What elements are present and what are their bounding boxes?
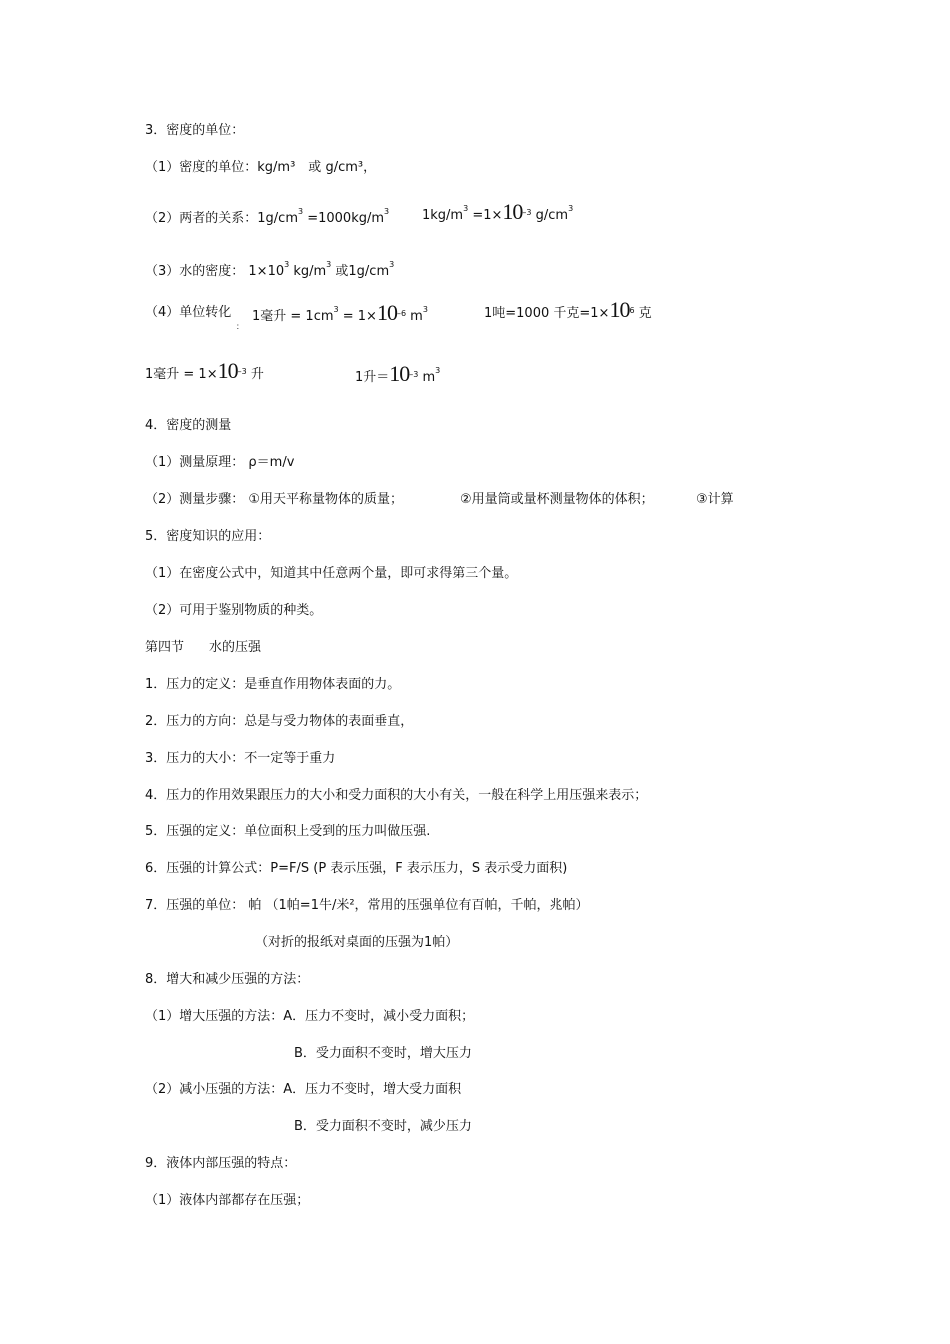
- milliliter-conversion: [252, 301, 428, 326]
- power-base: 10: [376, 300, 397, 325]
- superscript: 3: [284, 260, 290, 269]
- superscript: 3: [333, 305, 339, 314]
- measurement-step-2: ②用量筒或量杯测量物体的体积；: [460, 492, 654, 507]
- text: 1升＝: [355, 370, 390, 385]
- text: 1kg/m: [422, 208, 464, 223]
- exponent: –6: [396, 309, 407, 318]
- liquid-pressure-item-1: （1）液体内部都存在压强；: [145, 1193, 310, 1208]
- superscript: 3: [384, 207, 390, 216]
- pressure-intensity-definition: 5．压强的定义：单位面积上受到的压力叫做压强.: [145, 824, 431, 839]
- text: 升: [246, 367, 264, 382]
- exponent: –3: [522, 208, 532, 217]
- decrease-pressure-b: B．受力面积不变时，减少压力: [294, 1119, 472, 1134]
- exponent: –3: [409, 370, 419, 379]
- text: 1毫升 = 1×: [145, 367, 218, 382]
- superscript: 3: [463, 204, 469, 213]
- superscript: 3: [326, 260, 332, 269]
- measurement-principle: （1）测量原理： ρ＝m/v: [145, 455, 295, 470]
- chapter-title: 水的压强: [209, 640, 262, 655]
- exponent: –3: [237, 367, 247, 376]
- power-base: 10: [217, 358, 238, 383]
- measurement-step-1: （2）测量步骤： ①用天平称量物体的质量；: [145, 492, 404, 507]
- text: m: [418, 370, 436, 385]
- ton-conversion: [484, 297, 652, 323]
- unit-relation-conversion: [422, 200, 573, 225]
- liquid-pressure-heading: 9．液体内部压强的特点：: [145, 1156, 297, 1171]
- section-heading-density-units: 3．密度的单位：: [145, 123, 245, 138]
- section-heading-density-application: 5．密度知识的应用：: [145, 529, 271, 544]
- colon-mark: ：: [236, 322, 244, 331]
- text: 克: [634, 306, 652, 321]
- pressure-unit-example: （对折的报纸对桌面的压强为1帕）: [255, 935, 459, 950]
- water-density-line: [145, 256, 394, 281]
- pressure-magnitude: 3．压力的大小：不一定等于重力: [145, 751, 336, 766]
- text: 1毫升 = 1cm: [252, 309, 334, 324]
- power-base: 10: [609, 297, 630, 322]
- decrease-pressure-a: （2）减小压强的方法：A．压力不变时，增大受力面积: [145, 1082, 462, 1097]
- liter-cubic-meter-conversion: [355, 362, 440, 387]
- application-item-1: （1）在密度公式中，知道其中任意两个量，即可求得第三个量。: [145, 566, 518, 581]
- text: 1吨=1000 千克=1×: [484, 306, 610, 321]
- measurement-step-3: ③计算: [696, 492, 734, 507]
- pressure-direction: 2．压力的方向：总是与受力物体的表面垂直，: [145, 714, 414, 729]
- text: 或1g/cm: [331, 264, 390, 279]
- text: g/cm: [531, 208, 569, 223]
- increase-pressure-b: B．受力面积不变时，增大压力: [294, 1046, 472, 1061]
- text: = 1×: [338, 309, 377, 324]
- superscript: 3: [435, 366, 441, 375]
- text: m: [406, 309, 423, 324]
- unit-relation-line: [145, 203, 389, 228]
- chapter-label: 第四节: [145, 640, 185, 655]
- text: =1000kg/m: [303, 211, 385, 226]
- power-base: 10: [389, 361, 410, 386]
- increase-pressure-a: （1）增大压强的方法：A．压力不变时，减小受力面积；: [145, 1009, 475, 1024]
- pressure-unit: 7．压强的单位： 帕 （1帕=1牛/米²，常用的压强单位有百帕，千帕，兆帕）: [145, 898, 589, 913]
- superscript: 3: [568, 204, 574, 213]
- pressure-formula: 6．压强的计算公式：P=F/S (P 表示压强，F 表示压力，S 表示受力面积): [145, 861, 568, 876]
- text: =1×: [468, 208, 503, 223]
- application-item-2: （2）可用于鉴别物质的种类。: [145, 603, 323, 618]
- power-base: 10: [502, 199, 523, 224]
- text: （3）水的密度： 1×10: [145, 264, 285, 279]
- superscript: 3: [389, 260, 395, 269]
- milliliter-liter-conversion: [145, 358, 264, 384]
- text: kg/m: [289, 264, 327, 279]
- section-heading-density-measurement: 4．密度的测量: [145, 418, 232, 433]
- superscript: 3: [422, 305, 428, 314]
- text: （2）两者的关系：1g/cm: [145, 211, 298, 226]
- pressure-effect: 4．压力的作用效果跟压力的大小和受力面积的大小有关，一般在科学上用压强来表示；: [145, 788, 648, 803]
- exponent: 6: [629, 306, 635, 315]
- pressure-change-methods-heading: 8．增大和减少压强的方法：: [145, 972, 310, 987]
- superscript: 3: [298, 207, 304, 216]
- density-units-line: （1）密度的单位：kg/m³ 或 g/cm³，: [145, 160, 377, 175]
- pressure-definition: 1．压力的定义：是垂直作用物体表面的力。: [145, 677, 401, 692]
- unit-conversion-label: （4）单位转化: [145, 305, 232, 320]
